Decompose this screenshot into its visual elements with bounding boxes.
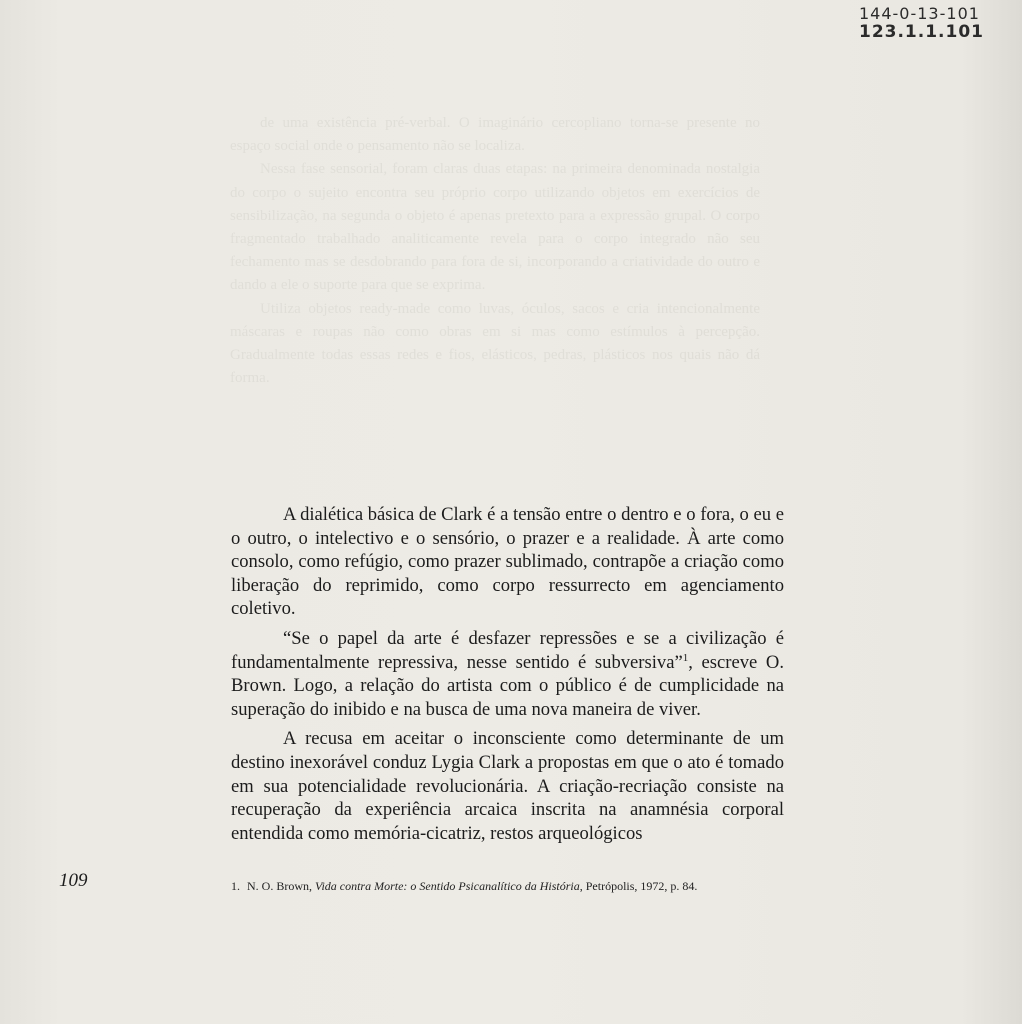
footnote-number: 1. [231, 879, 240, 893]
paragraph-2 [231, 627, 784, 721]
quote-text: “Se o papel da arte é desfazer repressões e se a civilização é fundamentalmente repressiva, nesse sentido é subversiva” [231, 627, 784, 673]
page-number: 109 [59, 870, 88, 891]
paragraph-3: A recusa em aceitar o inconsciente como determinante de um destino inexorável conduz Lygia Clark a propostas em que o ato é tomado em sua potencialidade revolucionária. A criação-recriação consiste na recuperação da experiência arcaica inscrita na anamnésia corporal entendida como memória-cicatriz, restos arqueológicos [231, 728, 784, 844]
shelf-mark-line-1: 144-0-13-101 [858, 4, 980, 23]
footnote-publication: , Petrópolis, 1972, p. 84. [579, 879, 698, 893]
paragraph-2-rest: , escreve O. Brown. Logo, a relação do artista com o público é de cumplicidade na superação do inibido e na busca de uma nova maneira de viver. [231, 651, 784, 720]
show-through-text: de uma existência pré-verbal. O imaginário cercopliano torna-se presente no espaço social onde o pensamento não se localiza. Nessa fase sensorial, foram claras duas etapas: na primeira denominada nostalgia do corpo o sujeito encontra seu próprio corpo utilizando objetos em exercícios de sensibilização, na segunda o objeto é apenas pretexto para a expressão grupal. O corpo fragmentado trabalhado analiticamente revela para o corpo integrado não seu fechamento mas se desdobrando para fora de si, incorporando a criatividade do outro e dando a ele o suporte para que se exprima. Utiliza objetos ready-made como luvas, óculos, sacos e cria intencionalmente máscaras e roupas não como obras em si mas como estímulos à percepção. Gradualmente todas essas redes e fios, elásticos, pedras, plásticos nos quais não dá forma. [230, 115, 760, 387]
footnote-title: Vida contra Morte: o Sentido Psicanalítico da História [315, 879, 580, 893]
footnote [231, 879, 697, 894]
footnote-author: N. O. Brown, [247, 879, 312, 893]
body-text [231, 503, 784, 851]
footnote-reference: 1 [682, 651, 689, 664]
shelf-mark-line-2: 123.1.1.101 [858, 22, 984, 42]
handwritten-shelf-mark [859, 4, 984, 42]
paragraph-1: A dialética básica de Clark é a tensão entre o dentro e o fora, o eu e o outro, o intelectivo e o sensório, o prazer e a realidade. À arte como consolo, como refúgio, como prazer sublimado, contrapõe a criação como liberação do reprimido, como corpo ressurrecto em agenciamento coletivo. [231, 504, 784, 620]
